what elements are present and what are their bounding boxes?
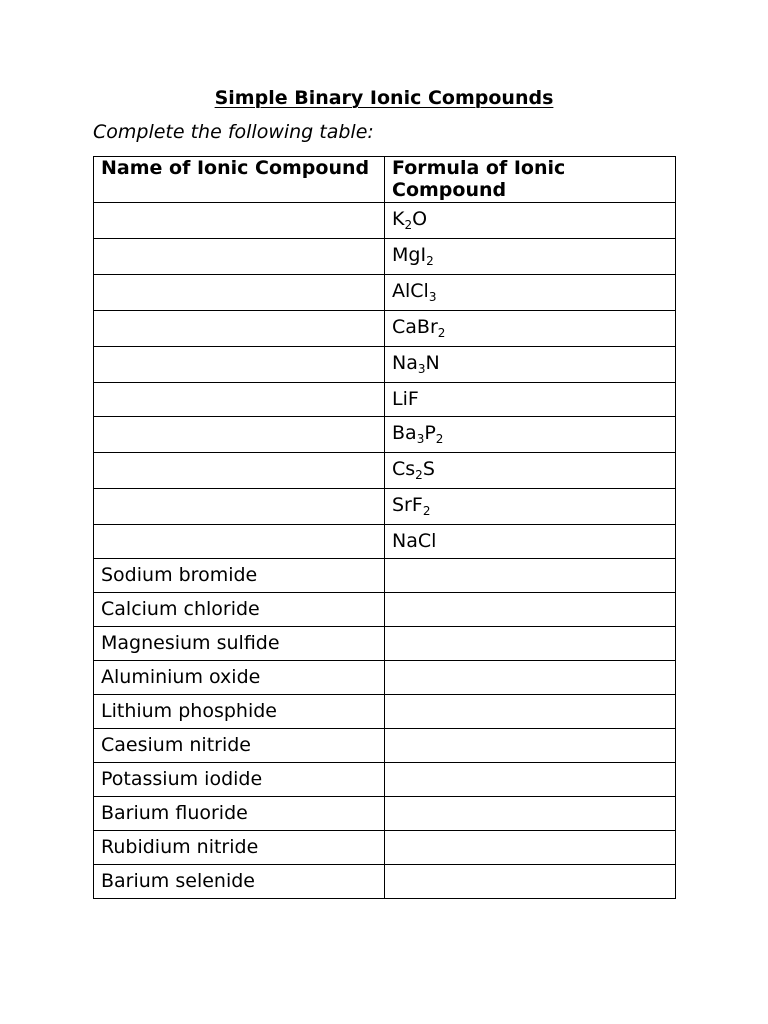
instruction-text: Complete the following table: — [93, 121, 374, 143]
compound-name-cell[interactable] — [94, 453, 385, 489]
formula-symbol: LiF — [392, 388, 419, 410]
table-row — [94, 627, 676, 661]
formula-symbol: O — [412, 208, 428, 230]
formula-subscript: 3 — [428, 290, 437, 304]
formula-symbol: NaCl — [392, 530, 437, 552]
compound-formula-cell[interactable] — [385, 453, 676, 489]
formula-subscript: 3 — [417, 362, 426, 376]
table-row — [94, 525, 676, 559]
compound-formula-cell[interactable] — [385, 661, 676, 695]
compound-name-cell[interactable]: Calcium chloride — [94, 593, 385, 627]
formula-subscript: 2 — [422, 504, 431, 518]
compound-formula-cell[interactable] — [385, 695, 676, 729]
compound-name-cell[interactable]: Barium selenide — [94, 865, 385, 899]
compound-formula-cell[interactable] — [385, 489, 676, 525]
table-row — [94, 559, 676, 593]
table-row — [94, 383, 676, 417]
formula-symbol: N — [425, 352, 440, 374]
table-row — [94, 695, 676, 729]
table-row — [94, 347, 676, 383]
compound-name-cell[interactable] — [94, 311, 385, 347]
formula-subscript: 2 — [415, 468, 423, 482]
formula-symbol: Na — [392, 352, 418, 374]
formula-subscript: 3 — [416, 432, 425, 446]
formula-subscript: 2 — [426, 254, 434, 268]
compound-name-cell[interactable] — [94, 347, 385, 383]
formula-symbol: Cs — [392, 458, 416, 480]
table-row — [94, 203, 676, 239]
compound-name-cell[interactable]: Rubidium nitride — [94, 831, 385, 865]
compound-formula-cell[interactable] — [385, 593, 676, 627]
compound-name-cell[interactable] — [94, 203, 385, 239]
compound-name-cell[interactable]: Barium fluoride — [94, 797, 385, 831]
table-row — [94, 661, 676, 695]
compound-name-cell[interactable]: Potassium iodide — [94, 763, 385, 797]
compound-formula-cell[interactable] — [385, 275, 676, 311]
formula-symbol: CaBr — [392, 316, 438, 338]
compound-formula-cell[interactable] — [385, 203, 676, 239]
formula-subscript: 2 — [437, 326, 446, 340]
table-row — [94, 593, 676, 627]
compound-name-cell[interactable]: Sodium bromide — [94, 559, 385, 593]
table-header-row — [94, 157, 676, 203]
compound-name-cell[interactable]: Magnesium sulfide — [94, 627, 385, 661]
compound-formula-cell[interactable] — [385, 763, 676, 797]
compound-formula-cell[interactable] — [385, 311, 676, 347]
compound-formula-cell[interactable] — [385, 627, 676, 661]
compound-formula-cell[interactable] — [385, 831, 676, 865]
formula-symbol: AlCl — [392, 280, 429, 302]
header-formula-column: Formula of Ionic Compound — [385, 157, 676, 203]
compound-formula-cell[interactable] — [385, 865, 676, 899]
formula-subscript: 2 — [404, 218, 413, 232]
table-row — [94, 763, 676, 797]
compound-formula-cell[interactable] — [385, 347, 676, 383]
table-row — [94, 831, 676, 865]
compound-formula-cell[interactable] — [385, 797, 676, 831]
compound-name-cell[interactable] — [94, 239, 385, 275]
compound-formula-cell[interactable] — [385, 525, 676, 559]
header-name-column: Name of Ionic Compound — [94, 157, 385, 203]
table-row — [94, 239, 676, 275]
formula-symbol: P — [424, 422, 436, 444]
table-row — [94, 453, 676, 489]
ionic-compounds-table — [93, 156, 676, 899]
compound-name-cell[interactable] — [94, 275, 385, 311]
compound-formula-cell[interactable] — [385, 559, 676, 593]
formula-subscript: 2 — [435, 432, 444, 446]
compound-name-cell[interactable] — [94, 417, 385, 453]
compound-name-cell[interactable]: Caesium nitride — [94, 729, 385, 763]
compound-formula-cell[interactable] — [385, 729, 676, 763]
formula-symbol: SrF — [392, 494, 423, 516]
formula-symbol: Ba — [392, 422, 417, 444]
table-row — [94, 311, 676, 347]
compound-name-cell[interactable] — [94, 525, 385, 559]
table-row — [94, 797, 676, 831]
formula-symbol: K — [392, 208, 405, 230]
table-row — [94, 275, 676, 311]
page-title: Simple Binary Ionic Compounds — [214, 87, 554, 109]
compound-name-cell[interactable] — [94, 383, 385, 417]
formula-symbol: MgI — [392, 244, 427, 266]
formula-symbol: S — [422, 458, 435, 480]
compound-formula-cell[interactable] — [385, 417, 676, 453]
compound-name-cell[interactable] — [94, 489, 385, 525]
compound-formula-cell[interactable] — [385, 383, 676, 417]
table-row — [94, 489, 676, 525]
compound-name-cell[interactable]: Lithium phosphide — [94, 695, 385, 729]
table-body — [94, 203, 676, 899]
compound-name-cell[interactable]: Aluminium oxide — [94, 661, 385, 695]
table-row — [94, 865, 676, 899]
compound-formula-cell[interactable] — [385, 239, 676, 275]
table-row — [94, 417, 676, 453]
table-row — [94, 729, 676, 763]
